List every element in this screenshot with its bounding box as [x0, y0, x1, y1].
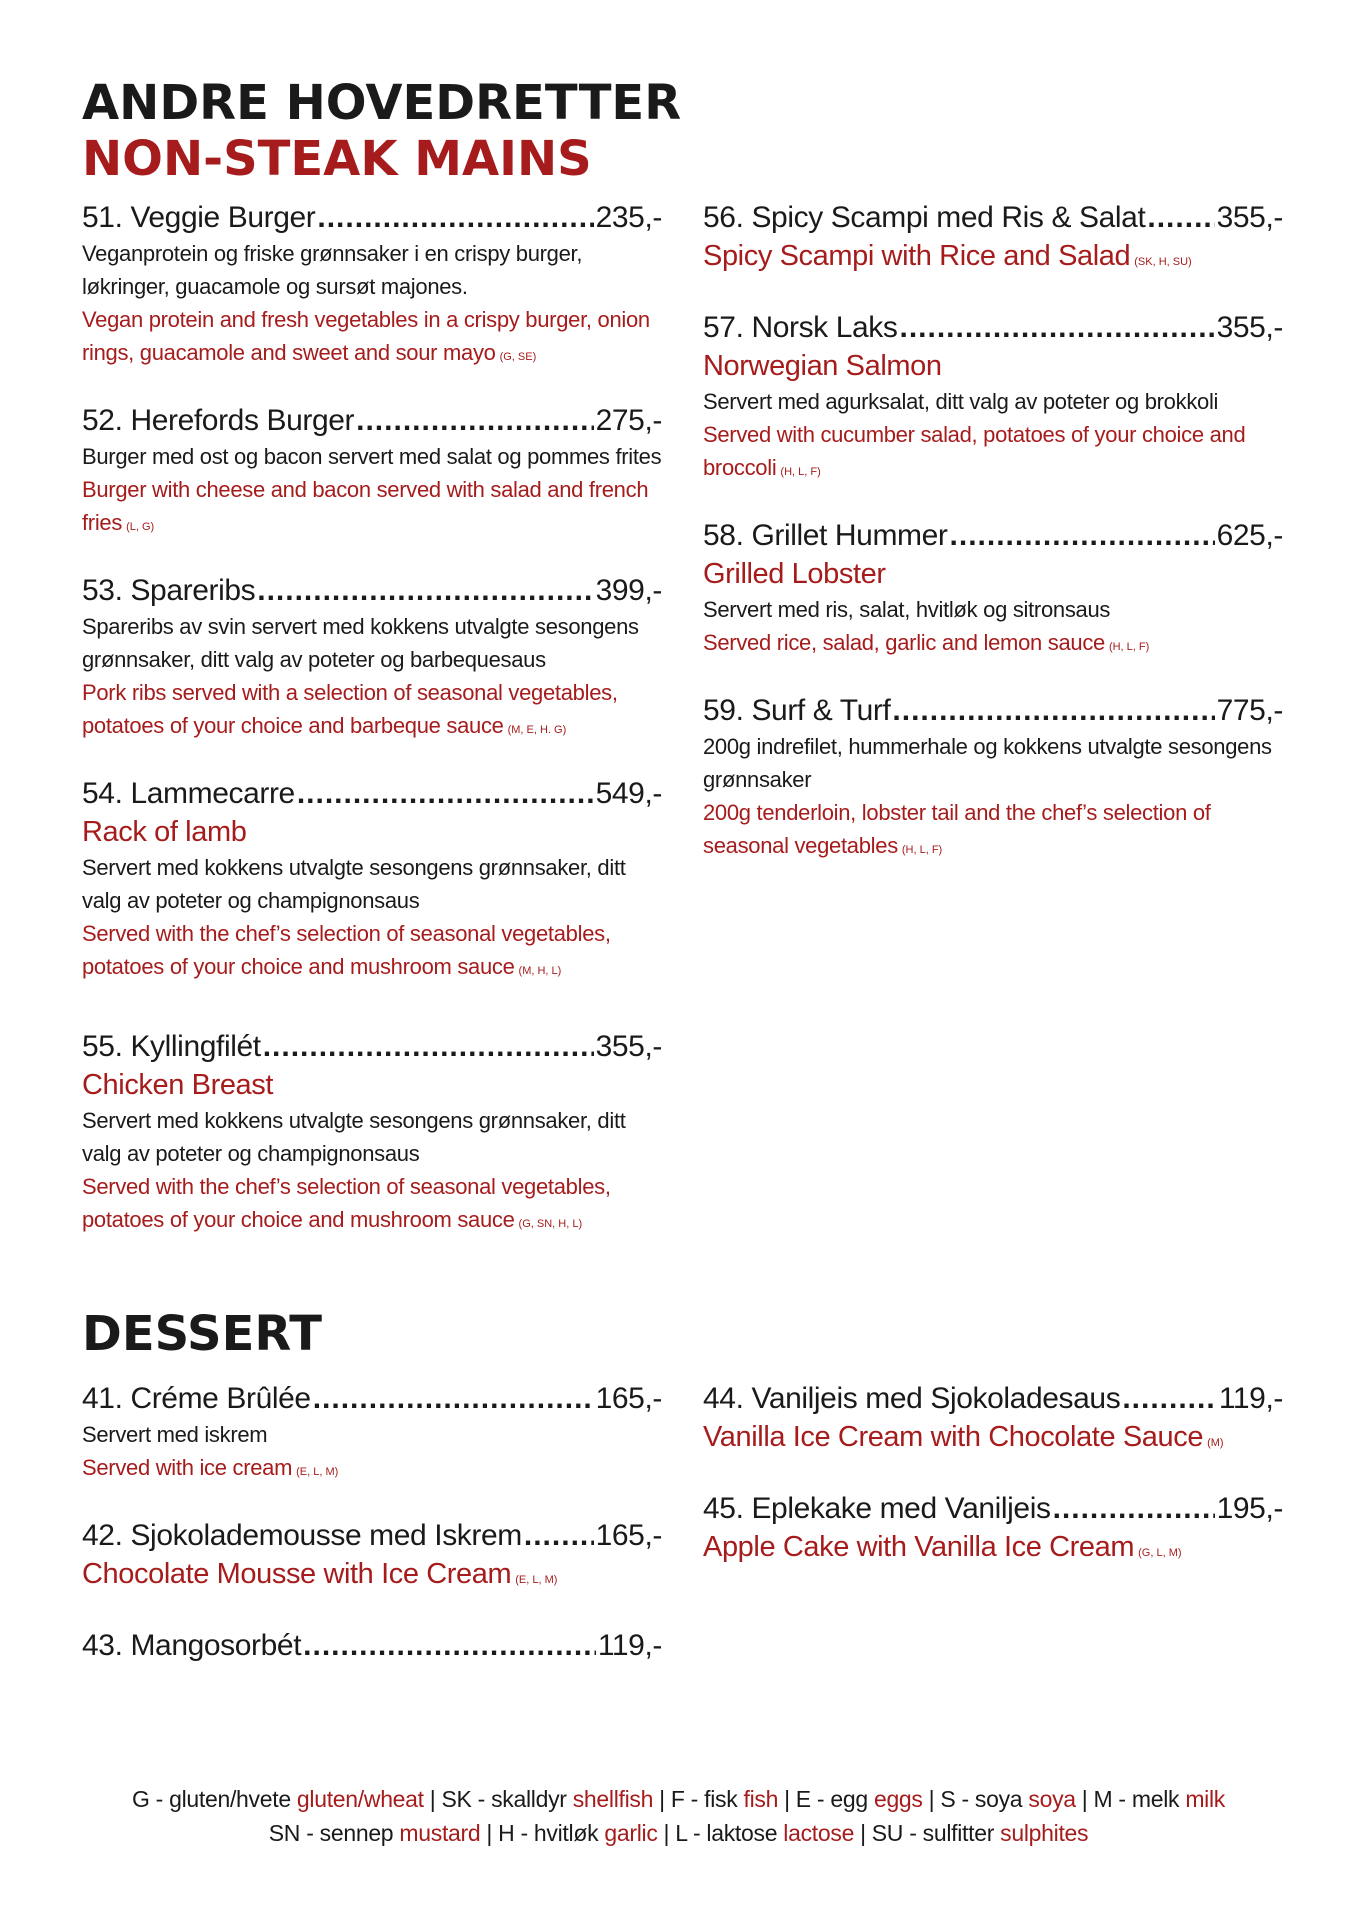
menu-item-description-en-text: Served with the chef’s selection of seasonal vegetables, potatoes of your choice and mushroom sauce	[82, 921, 611, 979]
menu-item	[703, 309, 1283, 489]
menu-item-title-row	[703, 309, 1283, 347]
menu-item	[82, 572, 662, 747]
menu-item-description-en	[82, 676, 662, 747]
menu-item	[82, 402, 662, 544]
menu-item-description-no: Burger med ost og bacon servert med salat og pommes frites	[82, 444, 662, 469]
menu-item-english-title-text: Rack of lamb	[82, 816, 247, 848]
legend-code-no: G - gluten/hvete	[131, 1786, 291, 1812]
leader-dots	[899, 309, 1214, 347]
menu-item-description-en-text: Served with ice cream	[82, 1455, 293, 1480]
allergen-codes: (E, L, M)	[296, 1466, 339, 1478]
allergen-codes: (H, L, F)	[780, 466, 821, 478]
legend-code-no: E - egg	[795, 1786, 868, 1812]
menu-item-title-row	[82, 1380, 662, 1418]
menu-item-name: 44. Vaniljeis med Sjokoladesaus	[703, 1382, 1121, 1415]
menu-item	[703, 1380, 1283, 1462]
menu-item-title-row	[703, 1490, 1283, 1528]
leader-dots	[950, 517, 1215, 555]
legend-code-en: lactose	[783, 1820, 855, 1846]
menu-item-description-en	[82, 473, 662, 544]
menu-item-english-title	[82, 813, 662, 851]
legend-code-en: gluten/wheat	[296, 1786, 424, 1812]
legend-code-no: F - fisk	[670, 1786, 738, 1812]
menu-item-description-no: Servert med kokkens utvalgte sesongens grønnsaker, ditt valg av poteter og champignonsaus	[82, 1108, 626, 1166]
menu-item-name: 54. Lammecarre	[82, 777, 295, 810]
leader-dots	[317, 199, 593, 237]
menu-item-description-en	[82, 1451, 662, 1489]
menu-item-price: 355,-	[595, 1030, 662, 1063]
allergen-codes: (M, H, L)	[518, 965, 562, 977]
menu-item-english-title-text: Norwegian Salmon	[703, 350, 942, 382]
menu-item-price: 195,-	[1216, 1492, 1283, 1525]
dessert-right-column	[703, 1380, 1283, 1572]
legend-code-no: H - hvitløk	[498, 1820, 599, 1846]
menu-item-description-no: Servert med agurksalat, ditt valg av poteter og brokkoli	[703, 389, 1219, 414]
menu-item-price: 399,-	[595, 574, 662, 607]
leader-dots	[356, 402, 593, 440]
allergen-legend	[0, 1782, 1357, 1850]
menu-item-name: 58. Grillet Hummer	[703, 519, 948, 552]
menu-item-english-title	[703, 555, 1283, 593]
menu-item-name: 45. Eplekake med Vaniljeis	[703, 1492, 1051, 1525]
menu-item-english-title	[703, 237, 1283, 281]
menu-item-english-title-text: Chicken Breast	[82, 1069, 274, 1101]
menu-item-name: 42. Sjokolademousse med Iskrem	[82, 1519, 522, 1552]
menu-item-description-no: Servert med kokkens utvalgte sesongens grønnsaker, ditt valg av poteter og champignonsaus	[82, 855, 626, 913]
legend-separator: |	[1081, 1786, 1088, 1812]
menu-item-english-title	[703, 347, 1283, 385]
menu-item-english-title-text: Apple Cake with Vanilla Ice Cream	[703, 1531, 1135, 1563]
leader-dots	[1147, 199, 1214, 237]
menu-item	[703, 517, 1283, 664]
menu-item	[82, 199, 662, 374]
menu-item	[82, 775, 662, 988]
menu-item-description-no: Veganprotein og friske grønnsaker i en crispy burger, løkringer, guacamole og sursøt majones.	[82, 241, 583, 299]
leader-dots	[303, 1627, 596, 1665]
legend-code-en: milk	[1185, 1786, 1226, 1812]
menu-item-title-row	[82, 1517, 662, 1555]
menu-item-title-row	[82, 572, 662, 610]
menu-item-title-row	[82, 199, 662, 237]
legend-code-en: eggs	[873, 1786, 923, 1812]
menu-item-price: 275,-	[595, 404, 662, 437]
menu-item-description-en	[703, 418, 1283, 489]
menu-item-price: 775,-	[1216, 694, 1283, 727]
leader-dots	[297, 775, 594, 813]
mains-right-column	[703, 199, 1283, 867]
legend-code-en: fish	[743, 1786, 779, 1812]
menu-item-description-en-text: Vegan protein and fresh vegetables in a crispy burger, onion rings, guacamole and sweet and sour mayo	[82, 307, 650, 365]
menu-item-price: 165,-	[595, 1519, 662, 1552]
legend-code-no: L - laktose	[675, 1820, 778, 1846]
allergen-codes: (E, L, M)	[515, 1574, 558, 1586]
menu-item	[703, 199, 1283, 281]
leader-dots	[313, 1380, 594, 1418]
menu-item-english-title-text: Spicy Scampi with Rice and Salad	[703, 240, 1131, 272]
allergen-codes: (L, G)	[126, 521, 155, 533]
leader-dots	[524, 1517, 594, 1555]
legend-code-en: soya	[1028, 1786, 1076, 1812]
menu-item-english-title	[703, 1418, 1283, 1462]
menu-item-name: 41. Créme Brûlée	[82, 1382, 311, 1415]
menu-item-price: 119,-	[597, 1629, 662, 1662]
mains-left-column	[82, 199, 662, 1241]
legend-code-no: S - soya	[940, 1786, 1023, 1812]
menu-item-description-en	[703, 626, 1283, 664]
dessert-heading: DESSERT	[82, 1306, 322, 1362]
leader-dots	[1053, 1490, 1215, 1528]
section-heading-en: NON-STEAK MAINS	[82, 131, 592, 187]
menu-item-description-en-text: Served with the chef’s selection of seasonal vegetables, potatoes of your choice and mushroom sauce	[82, 1174, 611, 1232]
menu-item-english-title	[82, 1066, 662, 1104]
menu-item-title-row	[82, 1028, 662, 1066]
menu-item-title-row	[703, 517, 1283, 555]
legend-separator: |	[659, 1786, 665, 1812]
leader-dots	[257, 572, 593, 610]
menu-item-title-row	[703, 199, 1283, 237]
menu-item-price: 625,-	[1216, 519, 1283, 552]
allergen-codes: (H, L, F)	[1108, 641, 1150, 653]
menu-item	[703, 692, 1283, 867]
menu-item-english-title-text: Chocolate Mousse with Ice Cream	[82, 1558, 512, 1590]
menu-item-description-no: Servert med iskrem	[82, 1422, 268, 1447]
menu-item-name: 59. Surf & Turf	[703, 694, 891, 727]
legend-separator: |	[663, 1820, 670, 1846]
allergen-codes: (G, SN, H, L)	[518, 1218, 583, 1230]
allergen-codes: (H, L, F)	[901, 844, 943, 856]
menu-item-name: 51. Veggie Burger	[82, 201, 316, 234]
menu-item	[82, 1517, 662, 1599]
menu-item-description-en	[82, 917, 662, 988]
legend-code-no: M - melk	[1093, 1786, 1180, 1812]
legend-code-no: SN - sennep	[268, 1820, 394, 1846]
allergen-codes: (G, L, M)	[1138, 1547, 1182, 1559]
legend-code-en: garlic	[604, 1820, 658, 1846]
menu-item-price: 165,-	[595, 1382, 662, 1415]
menu-item-price: 355,-	[1216, 311, 1283, 344]
legend-code-no: SU - sulfitter	[871, 1820, 995, 1846]
menu-item-description-no: 200g indrefilet, hummerhale og kokkens utvalgte sesongens grønnsaker	[703, 734, 1272, 792]
allergen-codes: (M, E, H. G)	[507, 724, 567, 736]
menu-item-description-en	[703, 796, 1283, 867]
menu-item-price: 119,-	[1218, 1382, 1283, 1415]
menu-item-description-en-text: Pork ribs served with a selection of seasonal vegetables, potatoes of your choice and barbeque sauce	[82, 680, 618, 738]
menu-item-description-en-text: Served with cucumber salad, potatoes of your choice and broccoli	[703, 422, 1246, 480]
menu-item-name: 57. Norsk Laks	[703, 311, 898, 344]
menu-item-name: 52. Herefords Burger	[82, 404, 355, 437]
menu-item-english-title	[703, 1528, 1283, 1572]
menu-item-title-row	[82, 402, 662, 440]
allergen-codes: (G, SE)	[499, 351, 537, 363]
section-heading-no: ANDRE HOVEDRETTER	[82, 75, 682, 131]
legend-separator: |	[860, 1820, 866, 1846]
menu-item-title-row	[703, 692, 1283, 730]
dessert-left-column	[82, 1380, 662, 1665]
menu-item-description-en-text: Burger with cheese and bacon served with salad and french fries	[82, 477, 649, 535]
menu-item	[82, 1627, 662, 1665]
leader-dots	[263, 1028, 594, 1066]
menu-item-description-en	[82, 1170, 662, 1241]
menu-item-name: 53. Spareribs	[82, 574, 256, 607]
menu-item-price: 549,-	[595, 777, 662, 810]
menu-item-title-row	[82, 775, 662, 813]
legend-line-2	[0, 1816, 1357, 1850]
legend-code-en: mustard	[399, 1820, 481, 1846]
menu-item	[82, 1380, 662, 1489]
menu-item-english-title-text: Grilled Lobster	[703, 558, 886, 590]
legend-separator: |	[784, 1786, 790, 1812]
menu-item-description-en-text: 200g tenderloin, lobster tail and the chef’s selection of seasonal vegetables	[703, 800, 1211, 858]
allergen-codes: (SK, H, SU)	[1134, 256, 1192, 268]
menu-item	[703, 1490, 1283, 1572]
menu-item-description-en-text: Served rice, salad, garlic and lemon sauce	[703, 630, 1105, 655]
legend-separator: |	[429, 1786, 436, 1812]
menu-item	[82, 1028, 662, 1241]
legend-code-en: sulphites	[1000, 1820, 1089, 1846]
menu-item-name: 55. Kyllingfilét	[82, 1030, 261, 1063]
menu-item-price: 235,-	[595, 201, 662, 234]
legend-code-no: SK - skalldyr	[441, 1786, 567, 1812]
legend-code-en: shellfish	[572, 1786, 654, 1812]
menu-item-description-no: Spareribs av svin servert med kokkens utvalgte sesongens grønnsaker, ditt valg av poteter og barbequesaus	[82, 614, 639, 672]
leader-dots	[892, 692, 1214, 730]
allergen-codes: (M)	[1207, 1437, 1224, 1449]
menu-item-name: 56. Spicy Scampi med Ris & Salat	[703, 201, 1146, 234]
menu-item-title-row	[703, 1380, 1283, 1418]
legend-separator: |	[486, 1820, 493, 1846]
menu-item-description-en	[82, 303, 662, 374]
legend-separator: |	[928, 1786, 935, 1812]
menu-item-english-title	[82, 1555, 662, 1599]
menu-item-price: 355,-	[1216, 201, 1283, 234]
menu-item-title-row	[82, 1627, 662, 1665]
menu-item-name: 43. Mangosorbét	[82, 1629, 302, 1662]
menu-item-description-no: Servert med ris, salat, hvitløk og sitronsaus	[703, 597, 1111, 622]
legend-line-1	[0, 1782, 1357, 1816]
menu-item-english-title-text: Vanilla Ice Cream with Chocolate Sauce	[703, 1421, 1204, 1453]
leader-dots	[1122, 1380, 1217, 1418]
